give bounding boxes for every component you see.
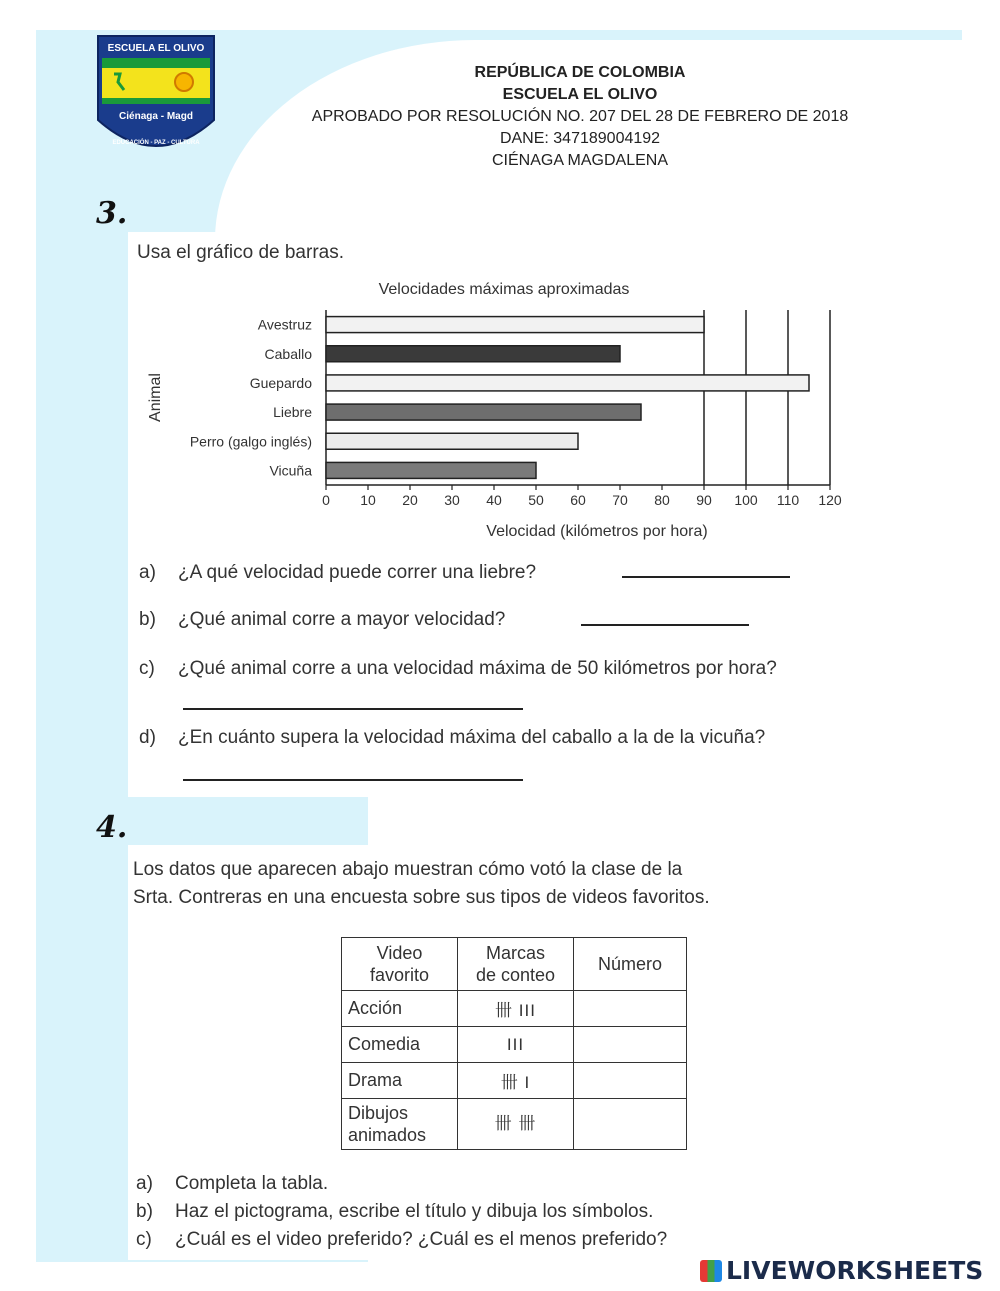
school-logo — [94, 32, 218, 162]
q3c-letter: c) — [139, 658, 155, 679]
bar — [326, 404, 641, 420]
table-row — [342, 1027, 687, 1063]
chart-x-label: Velocidad (kilómetros por hora) — [486, 523, 708, 540]
y-category-label: Guepardo — [249, 374, 312, 391]
logo-middle-text: Ciénaga - Magd — [119, 111, 193, 122]
header-dane: DANE: 347189004192 — [499, 130, 661, 147]
header-video: Video favorito — [342, 938, 458, 991]
chart-y-label: Animal — [147, 373, 164, 422]
q4a-letter: a) — [136, 1173, 153, 1194]
q3a-text: ¿A qué velocidad puede correr una liebre? — [178, 562, 537, 583]
q3a-answer-line[interactable] — [622, 576, 790, 578]
video-tally-table — [341, 937, 687, 1150]
watermark-text: LIVEWORKSHEETS — [726, 1256, 984, 1285]
x-tick-label: 40 — [486, 492, 502, 508]
row-video: Acción — [342, 991, 458, 1027]
document-header — [250, 62, 910, 172]
bar — [326, 433, 578, 449]
q4-intro-line1: Los datos que aparecen abajo muestran cómo votó la clase de la — [133, 859, 683, 880]
speed-bar-chart — [140, 272, 860, 547]
x-tick-label: 80 — [654, 492, 670, 508]
bar — [326, 346, 620, 362]
q4b-text: Haz el pictograma, escribe el título y dibuja los símbolos. — [175, 1201, 654, 1222]
row-video: Drama — [342, 1063, 458, 1099]
liveworksheets-logo-icon — [700, 1260, 722, 1282]
table-row — [342, 991, 687, 1027]
row-number-input[interactable] — [574, 1063, 687, 1099]
chart-title: Velocidades máximas aproximadas — [378, 281, 630, 298]
x-tick-label: 20 — [402, 492, 418, 508]
x-tick-label: 10 — [360, 492, 376, 508]
x-tick-label: 30 — [444, 492, 460, 508]
table-row — [342, 1063, 687, 1099]
row-tally: 卌 III — [458, 991, 574, 1027]
bar — [326, 375, 809, 391]
x-tick-label: 110 — [776, 492, 800, 508]
q4-intro-line2: Srta. Contreras en una encuesta sobre sus tipos de videos favoritos. — [133, 887, 710, 908]
row-video: Dibujos animados — [342, 1099, 458, 1150]
header-country: REPÚBLICA DE COLOMBIA — [474, 64, 686, 81]
q3b-text: ¿Qué animal corre a mayor velocidad? — [178, 609, 506, 630]
logo-bottom-text: EDUCACIÓN - PAZ - CULTURA — [112, 140, 200, 146]
row-tally: III — [458, 1027, 574, 1063]
q4c-text: ¿Cuál es el video preferido? ¿Cuál es el menos preferido? — [175, 1229, 668, 1250]
y-category-label: Avestruz — [257, 316, 312, 333]
q3d-answer-line[interactable] — [183, 779, 523, 781]
table-header-row — [342, 938, 687, 991]
x-tick-label: 70 — [612, 492, 628, 508]
x-tick-label: 60 — [570, 492, 586, 508]
row-number-input[interactable] — [574, 1027, 687, 1063]
q4a-text: Completa la tabla. — [175, 1173, 329, 1194]
liveworksheets-watermark — [700, 1256, 983, 1285]
table-row — [342, 1099, 687, 1150]
header-tally: Marcas de conteo — [458, 938, 574, 991]
y-category-label: Caballo — [264, 345, 312, 362]
header-school: ESCUELA EL OLIVO — [502, 86, 658, 103]
y-category-label: Vicuña — [269, 462, 312, 479]
q4-number: 4. — [96, 810, 128, 845]
q4c-letter: c) — [136, 1229, 152, 1250]
header-city: CIÉNAGA MAGDALENA — [491, 152, 669, 169]
bar — [326, 462, 536, 478]
x-tick-label: 0 — [322, 492, 330, 508]
row-tally: 卌 卌 — [458, 1099, 574, 1150]
q3d-text: ¿En cuánto supera la velocidad máxima del caballo a la de la vicuña? — [178, 727, 766, 748]
q4b-letter: b) — [136, 1201, 153, 1222]
y-category-label: Liebre — [273, 404, 312, 421]
row-tally: 卌 I — [458, 1063, 574, 1099]
q3-number: 3. — [96, 196, 128, 231]
q3a-letter: a) — [139, 562, 156, 583]
q3c-answer-line[interactable] — [183, 708, 523, 710]
bar — [326, 317, 704, 333]
q3c-text: ¿Qué animal corre a una velocidad máxima de 50 kilómetros por hora? — [178, 658, 777, 679]
x-tick-label: 100 — [734, 492, 758, 508]
q3d-letter: d) — [139, 727, 156, 748]
row-video: Comedia — [342, 1027, 458, 1063]
q3b-answer-line[interactable] — [581, 624, 749, 626]
header-number: Número — [574, 938, 687, 991]
q3b-letter: b) — [139, 609, 156, 630]
logo-top-text: ESCUELA EL OLIVO — [107, 43, 205, 54]
x-tick-label: 90 — [696, 492, 712, 508]
header-resolution: APROBADO POR RESOLUCIÓN NO. 207 DEL 28 DE FEBRERO DE 2018 — [311, 108, 849, 125]
row-number-input[interactable] — [574, 1099, 687, 1150]
q3-intro: Usa el gráfico de barras. — [137, 242, 344, 263]
x-tick-label: 120 — [818, 492, 842, 508]
row-number-input[interactable] — [574, 991, 687, 1027]
x-tick-label: 50 — [528, 492, 544, 508]
y-category-label: Perro (galgo inglés) — [189, 433, 312, 450]
